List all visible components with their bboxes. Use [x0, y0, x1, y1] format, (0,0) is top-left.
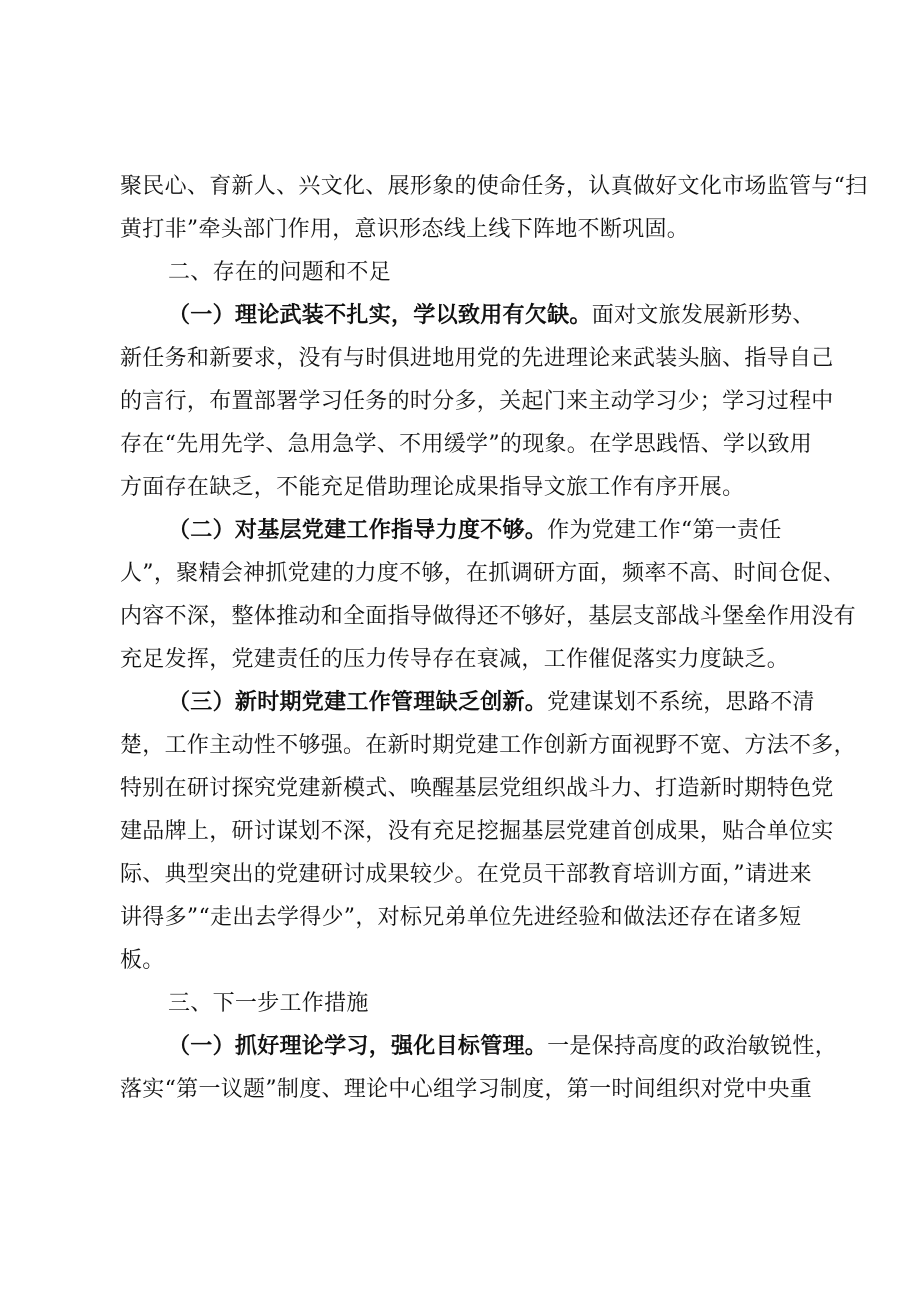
subheading-3: （三）新时期党建工作管理缺乏创新。 — [168, 690, 548, 715]
paragraph-line: 方面存在缺乏，不能充足借助理论成果指导文旅工作有序开展。 — [120, 475, 745, 500]
paragraph-line: 充足发挥，党建责任的压力传导存在衰减，工作催促落实力度缺乏。 — [120, 647, 790, 672]
paragraph-line: 楚，工作主动性不够强。在新时期党建工作创新方面视野不宽、方法不多， — [120, 733, 856, 758]
paragraph-line: 新任务和新要求，没有与时俱进地用党的先进理论来武装头脑、指导自己 — [120, 346, 834, 371]
paragraph-line — [168, 301, 868, 331]
paragraph-text: 面对文旅发展新形势、 — [591, 303, 815, 328]
paragraph-line: 聚民心、育新人、兴文化、展形象的使命任务，认真做好文化市场监管与“扫 — [120, 174, 868, 199]
paragraph-line — [168, 688, 868, 718]
subheading-4: （一）抓好理论学习，强化目标管理。 — [168, 1034, 548, 1059]
paragraph-line: 建品牌上，研讨谋划不深，没有充足挖掘基层党建首创成果，贴合单位实 — [120, 819, 834, 844]
subheading-1: （一）理论武装不扎实，学以致用有欠缺。 — [168, 303, 592, 328]
paragraph-line: 人”，聚精会神抓党建的力度不够，在抓调研方面，频率不高、时间仓促、 — [120, 561, 846, 586]
paragraph-line — [168, 1032, 868, 1062]
paragraph-text: 作为党建工作“第一责任 — [547, 518, 782, 543]
paragraph-line: 际、典型突出的党建研讨成果较少。在党员干部教育培训方面，”请进来 — [120, 862, 812, 887]
section-heading-2: 二、存在的问题和不足 — [168, 260, 392, 285]
paragraph-line: 黄打非”牵头部门作用，意识形态线上线下阵地不断巩固。 — [120, 217, 690, 242]
paragraph-line: 讲得多”“走出去学得少”，对标兄弟单位先进经验和做法还存在诸多短 — [120, 905, 802, 930]
paragraph-line: 落实“第一议题”制度、理论中心组学习制度，第一时间组织对党中央重 — [120, 1077, 813, 1102]
paragraph-line: 存在“先用先学、急用急学、不用缓学”的现象。在学思践悟、学以致用 — [120, 432, 813, 457]
section-heading-3: 三、下一步工作措施 — [168, 991, 369, 1016]
paragraph-text: 党建谋划不系统，思路不清 — [547, 690, 815, 715]
paragraph-line: 的言行，布置部署学习任务的时分多，关起门来主动学习少；学习过程中 — [120, 389, 834, 414]
paragraph-line: 特别在研讨探究党建新模式、唤醒基层党组织战斗力、打造新时期特色党 — [120, 776, 834, 801]
subheading-2: （二）对基层党建工作指导力度不够。 — [168, 518, 548, 543]
paragraph-text: 一是保持高度的政治敏锐性， — [547, 1034, 838, 1059]
paragraph-line — [168, 516, 868, 546]
paragraph-line: 板。 — [120, 948, 165, 973]
paragraph-line: 内容不深，整体推动和全面指导做得还不够好，基层支部战斗堡垒作用没有 — [120, 604, 856, 629]
